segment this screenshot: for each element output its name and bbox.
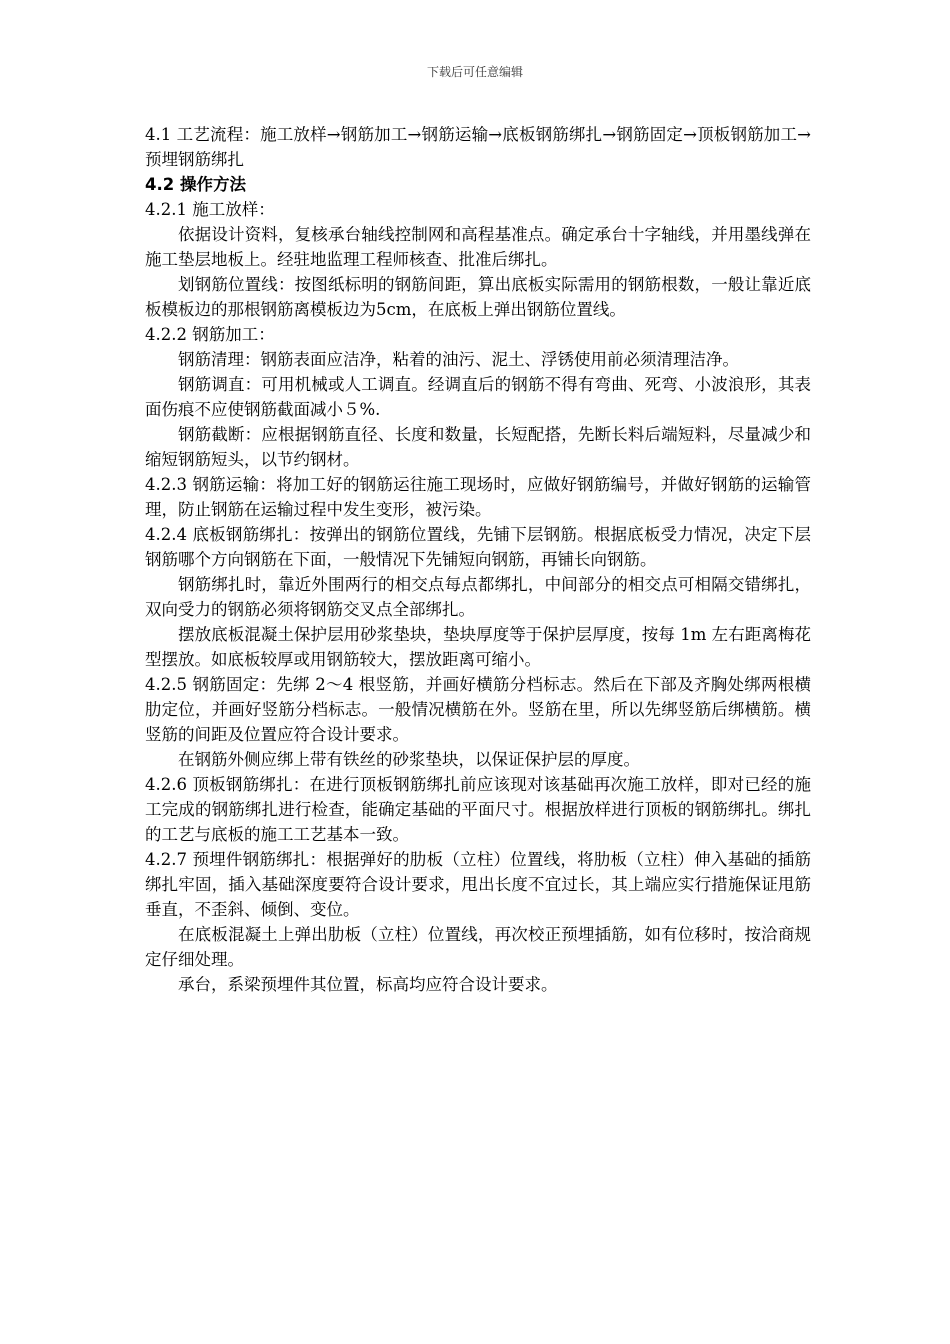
section-4-2-3-rebar-transport: 4.2.3 钢筋运输：将加工好的钢筋运往施工现场时，应做好钢筋编号，并做好钢筋的运输管理，防止钢筋在运输过程中发生变形，被污染。 [145, 475, 811, 519]
paragraph-embedded-parts-requirement: 承台，系梁预埋件其位置，标高均应符合设计要求。 [178, 975, 558, 994]
paragraph-outer-spacers: 在钢筋外侧应绑上带有铁丝的砂浆垫块，以保证保护层的厚度。 [178, 750, 640, 769]
section-4-2-1-heading: 4.2.1 施工放样： [145, 200, 275, 219]
document-body [145, 122, 811, 997]
paragraph-axis-verification: 依据设计资料，复核承台轴线控制网和高程基准点。确定承台十字轴线，并用墨线弹在施工垫层地板上。经驻地监理工程师核查、批准后绑扎。 [145, 225, 811, 269]
paragraph-rib-position-line: 在底板混凝土上弹出肋板（立柱）位置线，再次校正预埋插筋，如有位移时，按洽商规定仔细处理。 [145, 925, 811, 969]
section-4-2-heading: 4.2 操作方法 [145, 175, 246, 194]
paragraph-mortar-spacers: 摆放底板混凝土保护层用砂浆垫块，垫块厚度等于保护层厚度，按每 1m 左右距离梅花型摆放。如底板较厚或用钢筋较大，摆放距离可缩小。 [145, 625, 811, 669]
paragraph-rebar-cutting: 钢筋截断：应根据钢筋直径、长度和数量，长短配搭，先断长料后端短料，尽量减少和缩短钢筋短头，以节约钢材。 [145, 425, 811, 469]
section-4-1-process-flow: 4.1 工艺流程：施工放样→钢筋加工→钢筋运输→底板钢筋绑扎→钢筋固定→顶板钢筋加工→预埋钢筋绑扎 [145, 125, 811, 169]
paragraph-rebar-cleaning: 钢筋清理：钢筋表面应洁净，粘着的油污、泥土、浮锈使用前必须清理洁净。 [178, 350, 739, 369]
section-4-2-2-heading: 4.2.2 钢筋加工： [145, 325, 275, 344]
section-4-2-5-rebar-fixing: 4.2.5 钢筋固定：先绑 2～4 根竖筋，并画好横筋分档标志。然后在下部及齐胸处绑两根横肋定位，并画好竖筋分档标志。一般情况横筋在外。竖筋在里，所以先绑竖筋后绑横筋。横竖筋的间距及位置应符合设计要求。 [145, 675, 811, 744]
paragraph-rebar-position-line: 划钢筋位置线：按图纸标明的钢筋间距，算出底板实际需用的钢筋根数，一般让靠近底板模板边的那根钢筋离模板边为5cm，在底板上弹出钢筋位置线。 [145, 275, 811, 319]
section-4-2-6-top-slab-binding: 4.2.6 顶板钢筋绑扎：在进行顶板钢筋绑扎前应该现对该基础再次施工放样，即对已经的施工完成的钢筋绑扎进行检查，能确定基础的平面尺寸。根据放样进行顶板的钢筋绑扎。绑扎的工艺与底板的施工工艺基本一致。 [145, 775, 811, 844]
section-4-2-4-bottom-slab-binding: 4.2.4 底板钢筋绑扎：按弹出的钢筋位置线，先铺下层钢筋。根据底板受力情况，决定下层钢筋哪个方向钢筋在下面，一般情况下先铺短向钢筋，再铺长向钢筋。 [145, 525, 811, 569]
paragraph-binding-intersections: 钢筋绑扎时，靠近外围两行的相交点每点都绑扎，中间部分的相交点可相隔交错绑扎，双向受力的钢筋必须将钢筋交叉点全部绑扎。 [145, 575, 811, 619]
page-header: 下载后可任意编辑 [426, 65, 523, 79]
paragraph-rebar-straightening: 钢筋调直：可用机械或人工调直。经调直后的钢筋不得有弯曲、死弯、小波浪形，其表面伤痕不应使钢筋截面减小５%. [145, 375, 811, 419]
section-4-2-7-embedded-rebar: 4.2.7 预埋件钢筋绑扎：根据弹好的肋板（立柱）位置线，将肋板（立柱）伸入基础的插筋绑扎牢固，插入基础深度要符合设计要求，甩出长度不宜过长，其上端应实行措施保证甩筋垂直，不歪斜、倾倒、变位。 [145, 850, 811, 919]
